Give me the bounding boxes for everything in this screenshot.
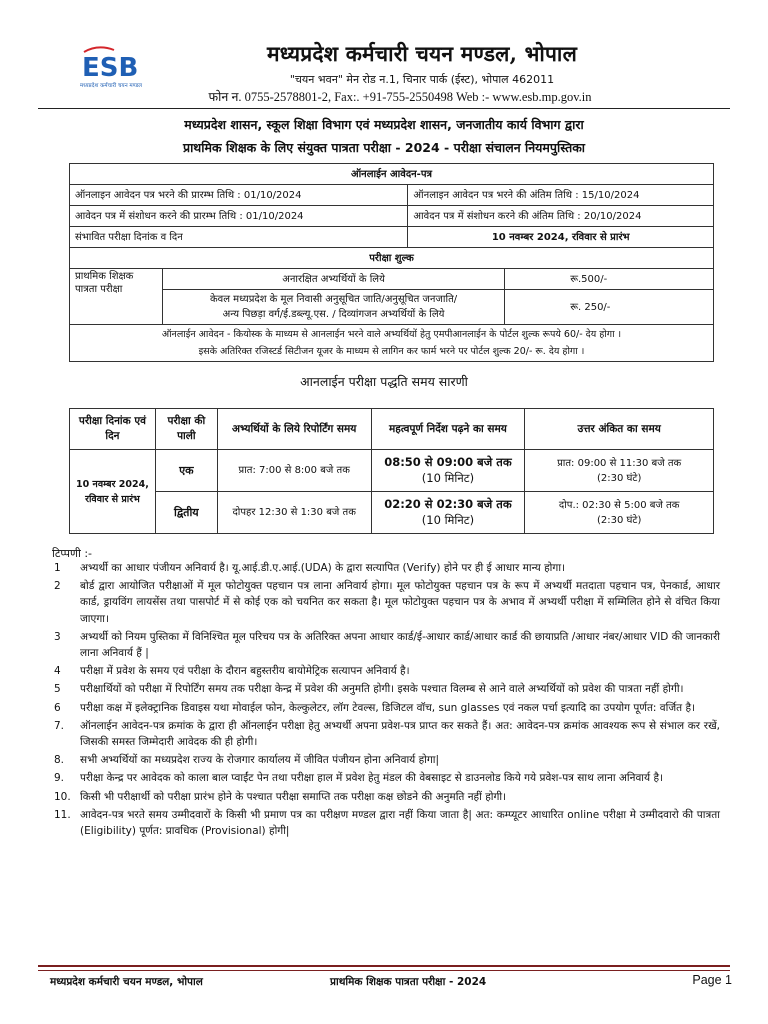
footer-divider-thin <box>38 970 730 971</box>
instructions-cell: 02:20 से 02:30 बजे तक (10 मिनिट) <box>371 492 525 534</box>
note-item <box>40 752 720 768</box>
note-text: ऑनलाईन आवेदन-पत्र क्रमांक के द्वारा ही ऑनलाईन परीक्षा हेतु अभ्यर्थी अपना प्रवेश-पत्र प्राप्त कर सकते हैं। अत: आवेदन-पत्र क्रमांक आवश्यक रूप से संभाल कर रखें, जिसकी समस्त जिम्मेदारी आवेदक की ही होगी। <box>80 719 720 749</box>
fee-general-label: अनारक्षित अभ्यर्थियों के लिये <box>162 269 504 290</box>
note-number: 3 <box>54 630 61 643</box>
esb-logo-icon <box>78 44 156 90</box>
note-item <box>40 560 720 576</box>
header-instructions: महत्वपूर्ण निर्देश पढ़ने का समय <box>371 409 525 450</box>
org-address: "चयन भवन" मेन रोड न.1, चिनार पार्क (ईस्ट), भोपाल 462011 <box>289 73 555 86</box>
table-row <box>70 269 714 290</box>
footer-org: मध्यप्रदेश कर्मचारी चयन मण्डल, भोपाल <box>50 976 203 988</box>
reporting-cell: प्रात: 7:00 से 8:00 बजे तक <box>217 450 371 492</box>
table-header-row <box>70 409 714 450</box>
note-item <box>40 770 720 786</box>
reporting-cell: दोपहर 12:30 से 1:30 बजे तक <box>217 492 371 534</box>
note-number: 8. <box>54 754 65 767</box>
fee-reserved-value: रू. 250/- <box>505 290 714 325</box>
note-item <box>40 681 720 697</box>
table-row <box>70 185 714 206</box>
fee-section-title: परीक्षा शुल्क <box>70 248 714 269</box>
note-text: सभी अभ्यर्थियों का मध्यप्रदेश राज्य के रोजगार कार्यालय में जीवित पंजीयन होना अनिवार्य होगा| <box>80 754 440 767</box>
footer-divider <box>38 965 730 967</box>
table-row <box>70 492 714 534</box>
edit-end-date: आवेदन पत्र में संशोधन करने की अंतिम तिथि : 20/10/2024 <box>408 206 714 227</box>
org-contact: फोन न. 0755-2578801-2, Fax:. +91-755-2550498 Web :- www.esb.mp.gov.in <box>208 90 592 104</box>
note-text: किसी भी परीक्षार्थी को परीक्षा प्रारंभ होने के पश्चात परीक्षा समाप्ति तक परीक्षा कक्ष छोडने की अनुमति नहीं होगी। <box>80 790 507 803</box>
note-item <box>40 718 720 750</box>
note-text: अभ्यर्थी का आधार पंजीयन अनिवार्य है। यू.आई.डी.ए.आई.(UDA) के द्वारा सत्यापित (Verify) होने पर ही ई आधार मान्य होगा। <box>80 562 566 574</box>
notes-heading: टिप्पणी :- <box>52 547 93 560</box>
note-text: परीक्षा केन्द्र पर आवेदक को काला बाल प्वाईंट पेन तथा परीक्षा हाल में प्रवेश हेतु मंडल की वेबसाइट से डाउनलोड किये गये प्रवेश-पत्र साथ लाना अनिवार्य है। <box>80 772 664 785</box>
answer-cell: प्रात: 09:00 से 11:30 बजे तक (2:30 घंटे) <box>525 450 714 492</box>
note-item <box>40 578 720 627</box>
fee-exam-name: प्राथमिक शिक्षक पात्रता परीक्षा <box>70 269 163 325</box>
application-start-date: ऑनलाइन आवेदन पत्र भरने की प्रारम्भ तिथि : 01/10/2024 <box>70 185 408 206</box>
shift-cell: द्वितीय <box>155 492 217 534</box>
edit-start-date: आवेदन पत्र में संशोधन करने की प्रारम्भ तिथि : 01/10/2024 <box>70 206 408 227</box>
table-row <box>70 227 714 248</box>
note-item <box>40 807 720 839</box>
footer-exam: प्राथमिक शिक्षक पात्रता परीक्षा - 2024 <box>330 976 487 988</box>
note-text: अभ्यर्थी को नियम पुस्तिका में विनिश्चित मूल परिचय पत्र के अतिरिक्त अपना आधार कार्ड/ई-आधार कार्ड/आधार कार्ड की छायाप्रति /आधार नंबर/आधार VID की जानकारी लाना अनिवार्य हैं | <box>80 630 720 660</box>
note-number: 7. <box>54 719 65 732</box>
note-text: परीक्षा में प्रवेश के समय एवं परीक्षा के दौरान बहुस्तरीय बायोमेट्रिक सत्यापन अनिवार्य है। <box>80 665 410 678</box>
department-line: मध्यप्रदेश शासन, स्कूल शिक्षा विभाग एवं मध्यप्रदेश शासन, जनजातीय कार्य विभाग द्वारा <box>184 117 584 132</box>
svg-text:ESB: ESB <box>82 53 139 83</box>
header-divider <box>38 108 730 109</box>
note-number: 10. <box>54 790 71 803</box>
note-number: 11. <box>54 808 71 821</box>
note-text: परीक्षार्थियों को परीक्षा में रिपोर्टिंग समय तक परीक्षा केन्द्र में प्रवेश की अनुमति होगी। इसके पश्चात विलम्ब से आने वाले अभ्यर्थियों को प्रवेश की पात्रता नहीं होगी। <box>80 683 684 696</box>
exam-title: प्राथमिक शिक्षक के लिए संयुक्त पात्रता परीक्षा - 2024 - परीक्षा संचालन नियमपुस्तिका <box>182 140 586 155</box>
note-text: बोर्ड द्वारा आयोजित परीक्षाओं में मूल फोटोयुक्त पहचान पत्र लाना अनिवार्य होगा। मूल फोटोयुक्त पहचान पत्र के रूप में अभ्यर्थी मतदाता पहचान पत्र, पेनकार्ड, आधार कार्ड, ड्रायविंग लायसेंस तथा पासपोर्ट में से कोई एक को चयनित कर सकता है। मूल फोटोयुक्त पहचान पत्र के अभाव में अभ्यर्थी परीक्षा में सम्मिलित होने से वंचित किया जाएगा। <box>80 580 720 625</box>
esb-logo <box>78 44 156 90</box>
note-number: 5 <box>54 683 61 696</box>
timetable-caption: आनलाईन परीक्षा पद्धति समय सारणी <box>300 374 468 389</box>
application-section-title: ऑनलाईन आवेदन-पत्र <box>70 164 714 185</box>
note-item <box>40 629 720 661</box>
timetable <box>69 408 714 534</box>
exam-date-cell: 10 नवम्बर 2024, रविवार से प्रारंभ <box>70 450 156 534</box>
answer-cell: दोप.: 02:30 से 5:00 बजे तक (2:30 घंटे) <box>525 492 714 534</box>
note-item <box>40 663 720 679</box>
notes-list <box>40 560 720 841</box>
fee-general-value: रू.500/- <box>505 269 714 290</box>
header-shift: परीक्षा की पाली <box>155 409 217 450</box>
svg-text:मध्यप्रदेश कर्मचारी चयन मण्डल: मध्यप्रदेश कर्मचारी चयन मण्डल <box>80 83 142 89</box>
note-item <box>40 789 720 805</box>
instructions-cell: 08:50 से 09:00 बजे तक (10 मिनिट) <box>371 450 525 492</box>
fee-reserved-label: केवल मध्यप्रदेश के मूल निवासी अनुसूचित जाति/अनुसूचित जनजाति/ अन्य पिछड़ा वर्ग/ई.डब्ल्यू.एस. / दिव्यांगजन अभ्यर्थियों के लिये <box>162 290 504 325</box>
note-number: 2 <box>54 580 61 593</box>
page-number: Page 1 <box>692 973 732 987</box>
note-text: आवेदन-पत्र भरते समय उम्मीदवारों के किसी भी प्रमाण पत्र का परीक्षण मण्डल द्वारा नहीं किया जाता है| अत: कम्प्यूटर आधारित online परीक्षा मे उम्मीदवारो की पात्रता (Eligibility) पूर्णत: प्रावधिक (Provisional) होगी| <box>80 808 720 838</box>
table-row <box>70 325 714 362</box>
table-row <box>70 164 714 185</box>
header-reporting: अभ्यर्थियों के लिये रिपोर्टिंग समय <box>217 409 371 450</box>
org-title: मध्यप्रदेश कर्मचारी चयन मण्डल, भोपाल <box>266 41 578 66</box>
note-number: 1 <box>54 562 61 574</box>
header-date: परीक्षा दिनांक एवं दिन <box>70 409 156 450</box>
note-item <box>40 700 720 716</box>
table-row <box>70 450 714 492</box>
exam-date-label: संभावित परीक्षा दिनांक व दिन <box>70 227 408 248</box>
note-number: 4 <box>54 665 61 678</box>
header-answer: उत्तर अंकित का समय <box>525 409 714 450</box>
table-row <box>70 248 714 269</box>
table-row <box>70 206 714 227</box>
portal-fee-note: ऑनलाईन आवेदन - कियोस्क के माध्यम से आनलाईन भरने वाले अभ्यर्थियों हेतु एमपीआनलाईन के पोर्टल शुल्क रूपये 60/- देय होगा । इसके अतिरिक्त रजिस्टर्ड सिटीजन यूजर के माध्यम से लागिन कर फार्म भरने पर पोर्टल शुल्क 20/- रू. देय होगा । <box>70 325 714 362</box>
note-text: परीक्षा कक्ष में इलेक्ट्रानिक डिवाइस यथा मोवाईल फोन, केल्कुलेटर, लॉग टेवल्स, डिजिटल वॉच, sun glasses एवं नकल पर्चा इत्यादि का उपयोग पूर्णत: वर्जित है। <box>80 701 696 714</box>
application-table <box>69 163 714 362</box>
note-number: 9. <box>54 772 65 785</box>
application-end-date: ऑनलाइन आवेदन पत्र भरने की अंतिम तिथि : 15/10/2024 <box>408 185 714 206</box>
table-row <box>70 290 714 325</box>
shift-cell: एक <box>155 450 217 492</box>
note-number: 6 <box>54 701 61 714</box>
exam-date-value: 10 नवम्बर 2024, रविवार से प्रारंभ <box>408 227 714 248</box>
